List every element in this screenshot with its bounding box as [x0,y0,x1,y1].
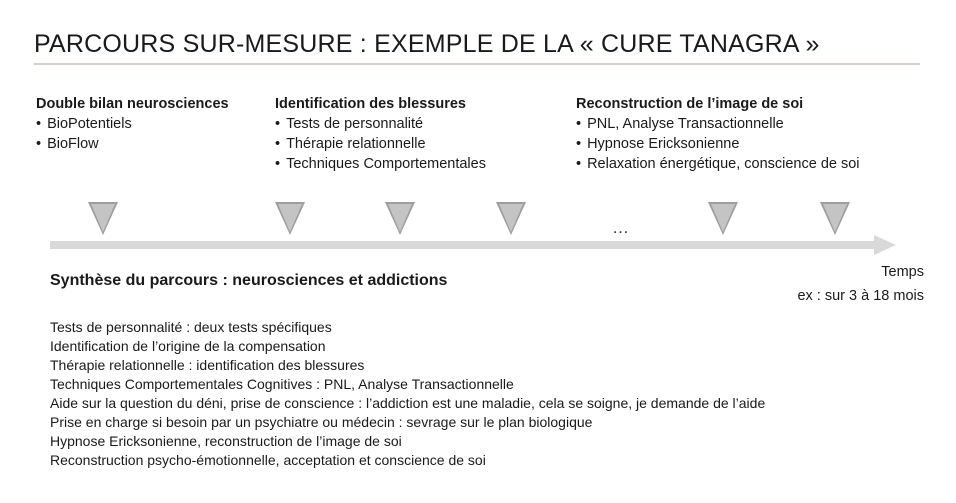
phase-heading: Identification des blessures [275,96,466,112]
phase-column-reconstruction [576,94,860,174]
timeline-marker-icon [275,202,305,235]
phase-item: • PNL, Analyse Transactionnelle [576,114,860,134]
timeline-marker-icon [88,202,118,235]
synthesis-line: Identification de l’origine de la compensation [50,338,326,354]
synthesis-line: Thérapie relationnelle : identification des blessures [50,357,365,373]
phase-heading: Reconstruction de l’image de soi [576,96,804,112]
phase-item: • BioFlow [36,134,229,154]
phase-heading: Double bilan neurosciences [36,96,229,112]
phase-item: • BioPotentiels [36,114,229,134]
phase-column-neurosciences [36,94,229,154]
arrow-right-icon [874,235,896,255]
phase-item: • Hypnose Ericksonienne [576,134,860,154]
phase-item: • Techniques Comportementales [275,154,486,174]
axis-label: Temps [881,264,924,280]
synthesis-line: Hypnose Ericksonienne, reconstruction de l’image de soi [50,433,402,449]
synthesis-line: Aide sur la question du déni, prise de conscience : l’addiction est une maladie, cela se soigne, je demande de l’aide [50,395,766,411]
phase-item: • Relaxation énergétique, conscience de soi [576,154,860,174]
phase-item: • Thérapie relationnelle [275,134,486,154]
synthesis-line: Reconstruction psycho-émotionnelle, acceptation et conscience de soi [50,452,486,468]
synthesis-title: Synthèse du parcours : neurosciences et addictions [50,272,448,289]
timeline-marker-icon [496,202,526,235]
phase-item: • Tests de personnalité [275,114,486,134]
synthesis-line: Techniques Comportementales Cognitives : PNL, Analyse Transactionnelle [50,376,514,392]
synthesis-line: Tests de personnalité : deux tests spécifiques [50,319,332,335]
synthesis-line: Prise en charge si besoin par un psychiatre ou médecin : sevrage sur le plan biologique [50,414,593,430]
timeline-marker-icon [708,202,738,235]
synthesis-list [50,318,765,470]
title-divider [34,63,920,65]
timeline-axis [50,241,876,249]
duration-label: ex : sur 3 à 18 mois [797,288,924,304]
timeline-ellipsis: … [612,218,630,237]
phase-column-blessures [275,94,486,174]
timeline-marker-icon [385,202,415,235]
slide-title: PARCOURS SUR-MESURE : EXEMPLE DE LA « CURE TANAGRA » [34,30,820,58]
timeline-marker-icon [820,202,850,235]
